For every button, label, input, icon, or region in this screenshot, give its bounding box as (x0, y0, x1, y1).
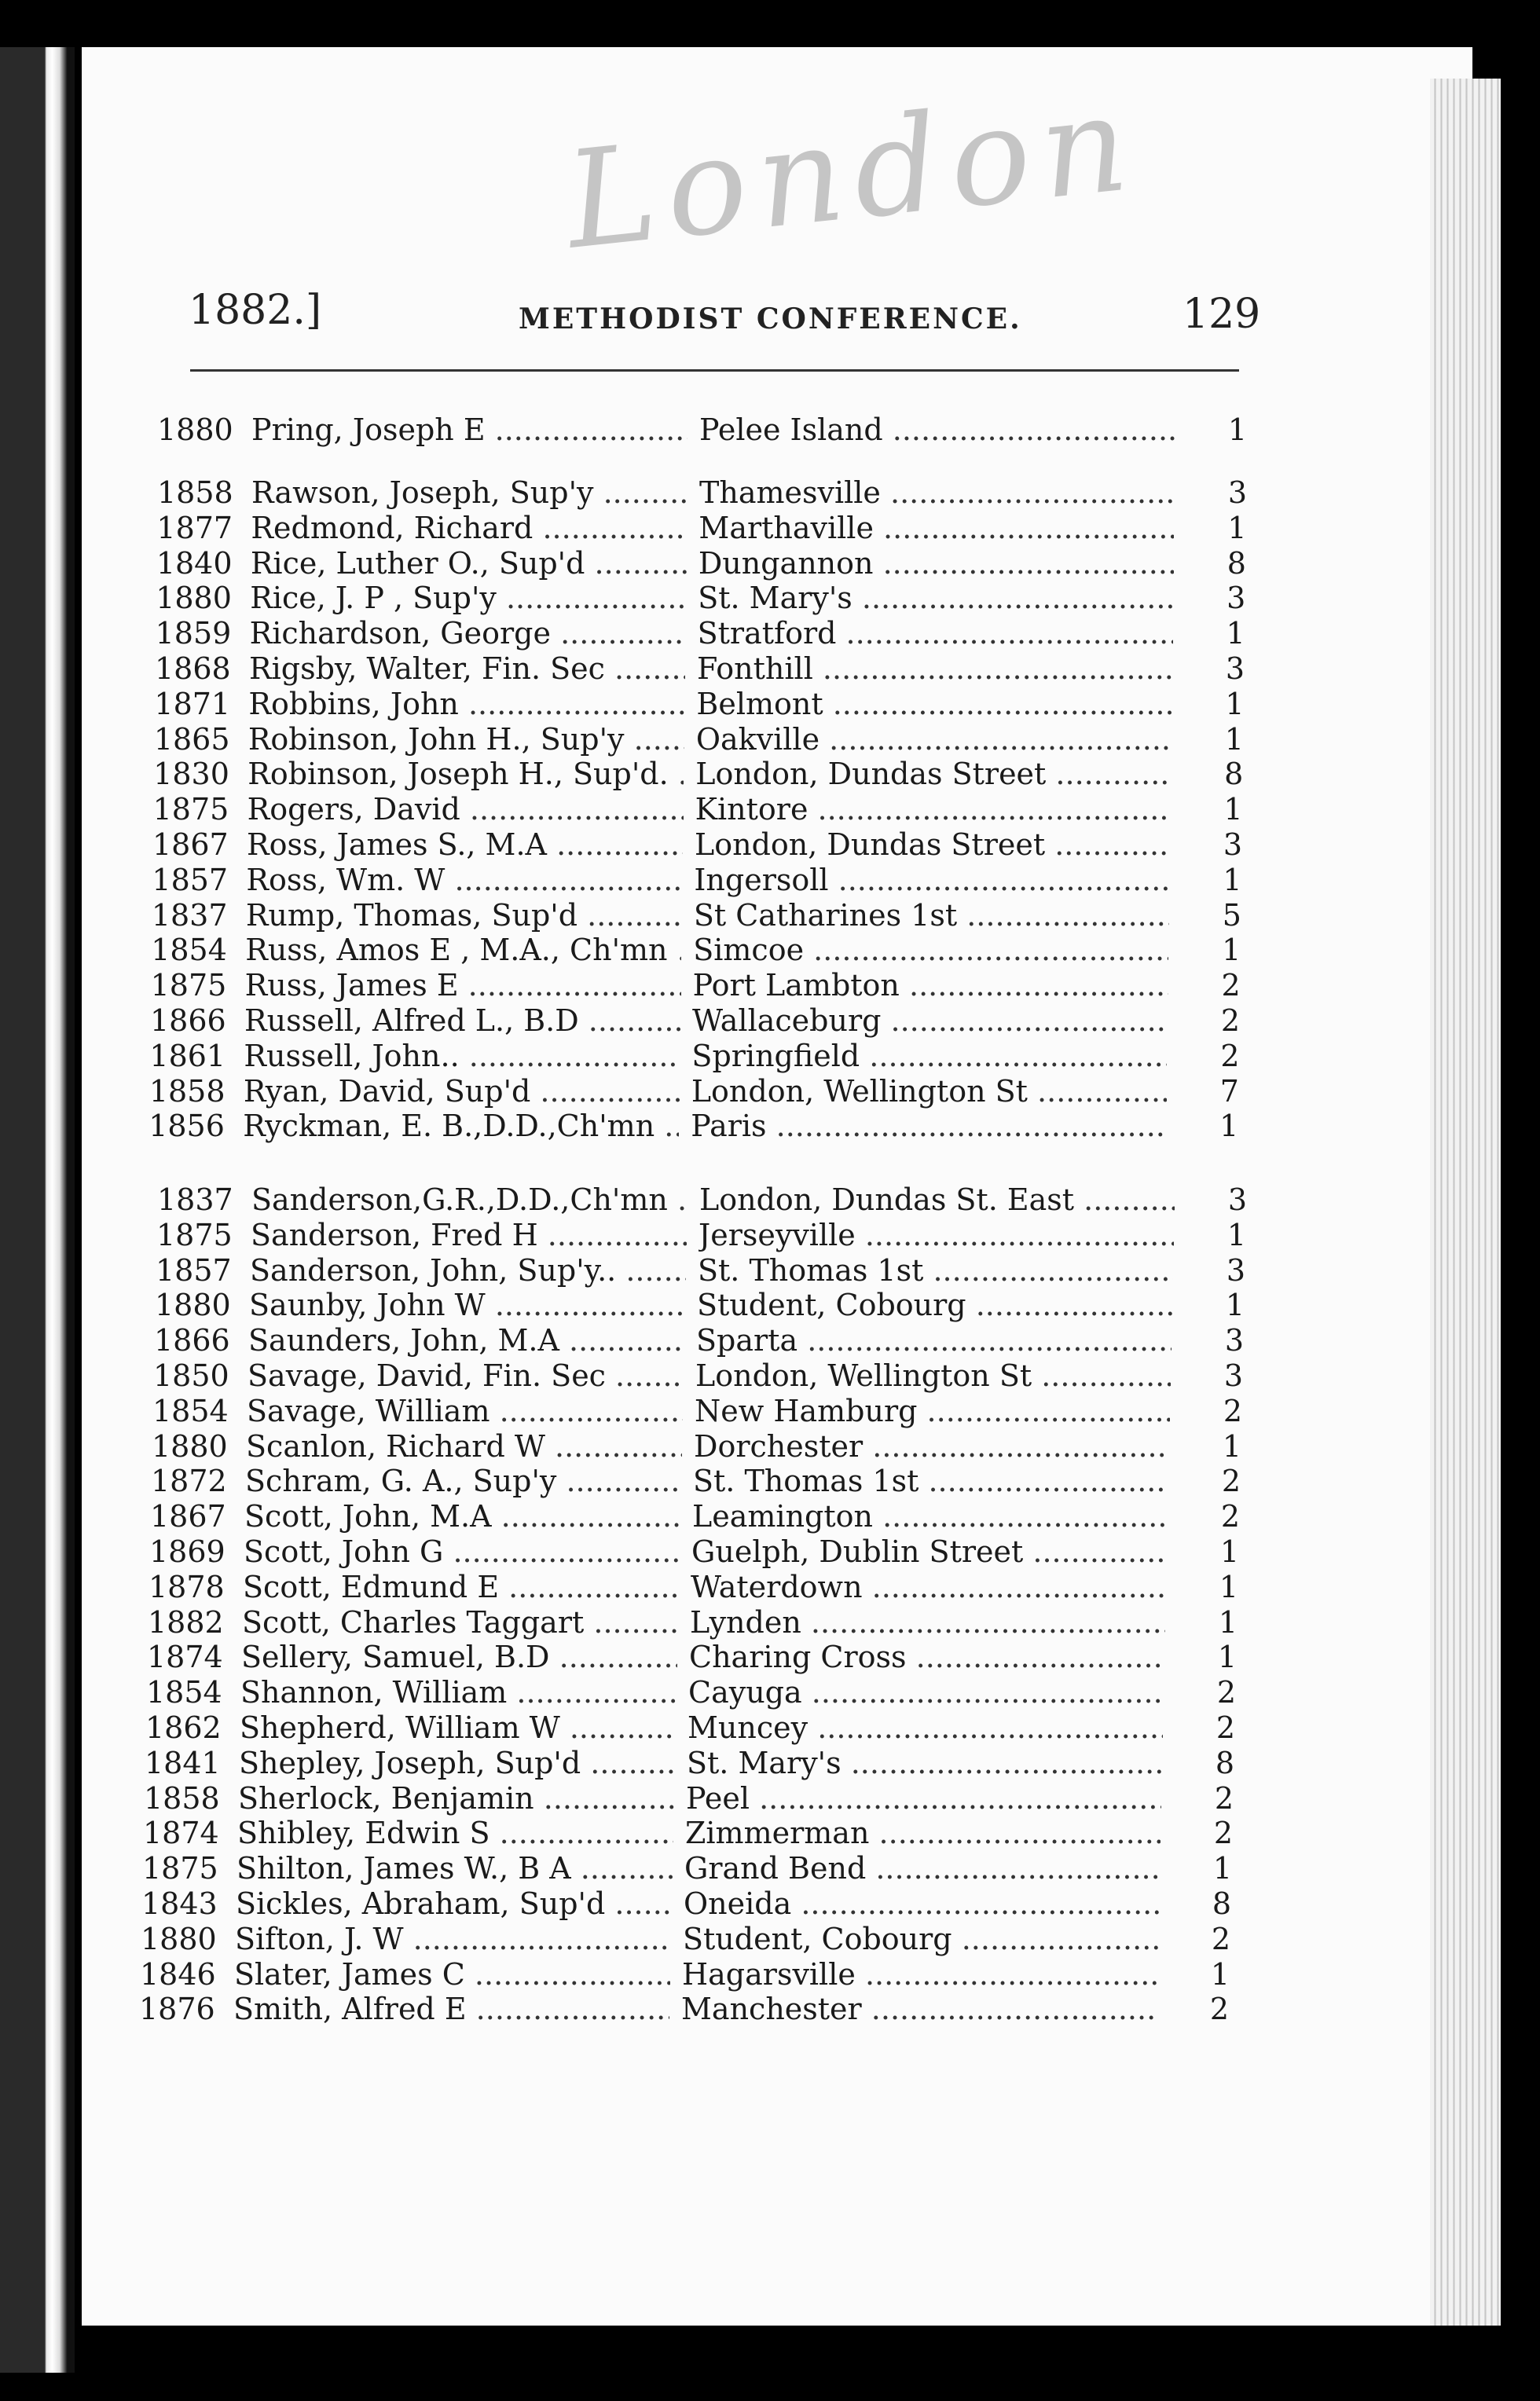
minister-name: Sellery, Samuel, B.D ..... (241, 1640, 677, 1674)
minister-name: Sanderson, John, Sup'y.. ..... (250, 1253, 686, 1288)
header-rule (190, 369, 1239, 372)
minister-name: Sanderson,G.R.,D.D.,Ch'mn ..... (251, 1182, 688, 1217)
station-name: Leamington ..... (692, 1499, 1168, 1534)
book-spine-edge (0, 47, 75, 2373)
entry-year: 1880 (155, 1288, 231, 1323)
entry-year: 1865 (153, 721, 230, 757)
list-item (155, 616, 1245, 651)
minister-name: Scott, John, M.A ..... (244, 1499, 680, 1534)
years-count: 8 (1215, 1745, 1235, 1780)
minister-name: Redmond, Richard ..... (251, 511, 687, 545)
entry-year: 1868 (155, 651, 231, 686)
years-count: 2 (1211, 1921, 1231, 1956)
minister-name: Schram, G. A., Sup'y ..... (245, 1464, 681, 1498)
years-count: 1 (1219, 1534, 1240, 1569)
entry-year: 1830 (153, 757, 229, 792)
minister-name: Rawson, Joseph, Sup'y ..... (251, 475, 688, 510)
years-count: 2 (1223, 1393, 1243, 1428)
entry-year: 1837 (151, 897, 228, 933)
station-name: St. Thomas 1st ..... (693, 1464, 1168, 1498)
station-name: Thamesville ..... (699, 475, 1175, 510)
years-count: 1 (1224, 721, 1244, 757)
years-count: 1 (1226, 616, 1245, 651)
entry-year: 1878 (148, 1569, 225, 1604)
entry-year: 1869 (149, 1534, 226, 1569)
station-name: New Hamburg ..... (695, 1394, 1170, 1428)
entry-year: 1858 (144, 1780, 220, 1816)
list-item (157, 1182, 1248, 1217)
years-count: 2 (1209, 1992, 1230, 2027)
entry-year: 1861 (149, 1038, 226, 1073)
years-count: 1 (1212, 1851, 1233, 1886)
minister-name: Russ, Amos E , M.A., Ch'mn ..... (245, 933, 681, 967)
station-name: Sparta ..... (696, 1323, 1172, 1358)
years-count: 1 (1225, 686, 1245, 721)
minister-name: Rice, J. P , Sup'y ..... (250, 581, 686, 615)
entry-year: 1843 (141, 1886, 218, 1921)
entry-year: 1875 (142, 1851, 218, 1886)
minister-name: Scott, Edmund E ..... (243, 1570, 679, 1604)
station-name: Student, Cobourg ..... (683, 1922, 1158, 1956)
years-count: 3 (1227, 1182, 1248, 1217)
years-count: 5 (1222, 897, 1241, 933)
entry-year: 1874 (147, 1640, 223, 1675)
minister-name: Savage, David, Fin. Sec ..... (248, 1358, 684, 1393)
station-name: Kintore ..... (695, 792, 1171, 827)
years-count: 3 (1226, 581, 1246, 616)
list-item (157, 412, 1248, 447)
list-item (153, 1358, 1244, 1393)
station-name: Oakville ..... (696, 722, 1172, 757)
list-item (156, 581, 1246, 616)
minister-name: Russell, Alfred L., B.D ..... (244, 1003, 680, 1038)
entry-year: 1876 (139, 1992, 215, 2027)
years-count: 2 (1221, 968, 1241, 1003)
entry-year: 1856 (148, 1109, 225, 1144)
years-count: 1 (1210, 1956, 1230, 1992)
station-name: Port Lambton ..... (693, 968, 1168, 1003)
station-name: London, Dundas Street ..... (695, 827, 1170, 862)
list-item (147, 1640, 1238, 1675)
list-item (151, 897, 1241, 933)
years-count: 1 (1225, 1288, 1245, 1323)
list-item (143, 1816, 1234, 1851)
minister-name: Sickles, Abraham, Sup'd ..... (236, 1886, 672, 1921)
station-name: Fonthill ..... (697, 651, 1172, 686)
minister-name: Russell, John.. ..... (244, 1039, 680, 1073)
list-item (150, 968, 1241, 1003)
minister-name: Richardson, George ..... (250, 616, 686, 651)
years-count: 1 (1223, 862, 1242, 897)
list-item (145, 1710, 1236, 1745)
minister-name: Saunby, John W ..... (249, 1288, 685, 1322)
list-item (156, 510, 1247, 545)
station-name: Dorchester ..... (694, 1429, 1169, 1464)
station-name: St. Mary's ..... (687, 1746, 1162, 1780)
station-name: Stratford ..... (698, 616, 1173, 651)
years-count: 2 (1220, 1499, 1241, 1534)
years-count: 2 (1220, 1038, 1240, 1073)
list-item (148, 1569, 1239, 1604)
station-name: Marthaville ..... (698, 511, 1174, 545)
entry-year: 1875 (150, 968, 227, 1003)
entry-year: 1875 (156, 1217, 233, 1252)
minister-name: Shannon, William ..... (240, 1675, 676, 1710)
list-item (155, 1288, 1245, 1323)
entry-year: 1867 (150, 1499, 226, 1534)
station-name: Dungannon ..... (698, 546, 1174, 581)
years-count: 1 (1222, 1428, 1242, 1464)
years-count: 1 (1219, 1569, 1239, 1604)
station-name: Student, Cobourg ..... (697, 1288, 1172, 1322)
minister-name: Savage, William ..... (247, 1394, 683, 1428)
station-name: Wallaceburg ..... (692, 1003, 1168, 1038)
minister-name: Robbins, John ..... (248, 687, 684, 721)
years-count: 3 (1223, 827, 1243, 862)
station-name: London, Wellington St ..... (695, 1358, 1171, 1393)
list-item (139, 1992, 1230, 2027)
years-count: 3 (1223, 1358, 1244, 1393)
years-count: 2 (1216, 1675, 1237, 1710)
entry-year: 1841 (145, 1745, 221, 1780)
list-item (141, 1886, 1232, 1921)
minister-name: Rump, Thomas, Sup'd ..... (246, 898, 682, 933)
list-item (152, 862, 1242, 897)
years-count: 2 (1214, 1780, 1234, 1816)
minister-name: Ryan, David, Sup'd ..... (244, 1074, 680, 1109)
entry-year: 1858 (148, 1073, 226, 1109)
minister-name: Scott, John G ..... (244, 1534, 680, 1569)
entry-year: 1854 (146, 1675, 222, 1710)
minister-name: Shepley, Joseph, Sup'd ..... (239, 1746, 675, 1780)
station-name: Charing Cross ..... (689, 1640, 1164, 1674)
station-name: London, Wellington St ..... (691, 1074, 1167, 1109)
minister-name: Sherlock, Benjamin ..... (238, 1781, 674, 1816)
minister-name: Robinson, Joseph H., Sup'd. ..... (248, 757, 684, 791)
list-item (152, 1428, 1242, 1464)
minister-name: Rogers, David ..... (248, 792, 684, 827)
list-item (151, 1464, 1241, 1499)
entry-year: 1859 (155, 616, 232, 651)
years-count: 2 (1220, 1003, 1241, 1038)
years-count: 1 (1218, 1604, 1238, 1640)
years-count: 1 (1227, 510, 1247, 545)
minister-name: Ross, James S., M.A ..... (247, 827, 683, 862)
minister-name: Ross, Wm. W ..... (246, 863, 682, 897)
entry-year: 1846 (140, 1956, 216, 1992)
header-year: 1882.] (189, 287, 322, 334)
station-name: Simcoe ..... (693, 933, 1168, 967)
station-name: Ingersoll ..... (694, 863, 1169, 897)
station-name: Springfield ..... (691, 1039, 1167, 1073)
station-name: Hagarsville ..... (682, 1957, 1157, 1992)
minister-name: Scott, Charles Taggart ..... (242, 1605, 678, 1640)
entry-year: 1854 (151, 933, 227, 968)
entry-year: 1858 (157, 475, 233, 510)
list-item (140, 1956, 1230, 1992)
years-count: 1 (1227, 412, 1248, 447)
minister-name: Slater, James C ..... (234, 1957, 670, 1992)
list-item (153, 721, 1244, 757)
station-name: Peel ..... (686, 1781, 1161, 1816)
list-item (145, 1745, 1235, 1780)
list-item (156, 1217, 1247, 1252)
years-count: 3 (1226, 1252, 1246, 1288)
list-item (152, 1393, 1243, 1428)
minister-name: Ryckman, E. B.,D.D.,Ch'mn ..... (243, 1109, 679, 1143)
years-count: 1 (1226, 1217, 1247, 1252)
entry-year: 1866 (150, 1003, 226, 1038)
minister-name: Smith, Alfred E ..... (233, 1992, 669, 2026)
station-name: London, Dundas St. East ..... (699, 1182, 1175, 1217)
years-count: 1 (1223, 792, 1243, 827)
entry-year: 1880 (156, 581, 232, 616)
list-item (156, 545, 1246, 581)
entry-year: 1871 (154, 686, 231, 721)
list-item (152, 827, 1243, 862)
years-count: 8 (1212, 1886, 1232, 1921)
entry-year: 1857 (156, 1252, 232, 1288)
station-name: Manchester ..... (681, 1992, 1157, 2026)
minister-name: Saunders, John, M.A ..... (248, 1323, 684, 1358)
station-name: St. Thomas 1st ..... (698, 1253, 1173, 1288)
years-count: 3 (1225, 651, 1245, 686)
entry-year: 1840 (156, 545, 233, 581)
list-item (157, 475, 1248, 510)
station-name: Waterdown ..... (691, 1570, 1166, 1604)
years-count: 3 (1227, 475, 1248, 510)
station-name: Grand Bend ..... (684, 1851, 1160, 1886)
entry-year: 1880 (157, 412, 233, 447)
years-count: 8 (1224, 757, 1244, 792)
minister-name: Shepherd, William W ..... (240, 1710, 676, 1745)
running-head (189, 287, 1261, 350)
minister-name: Robinson, John H., Sup'y ..... (248, 722, 684, 757)
entry-year: 1880 (152, 1428, 228, 1464)
minister-name: Shilton, James W., B A ..... (236, 1851, 673, 1886)
station-name: Zimmerman ..... (685, 1816, 1160, 1850)
list-item (152, 792, 1243, 827)
list-item (150, 1499, 1241, 1534)
entry-year: 1862 (145, 1710, 222, 1745)
list-item (153, 757, 1244, 792)
years-count: 1 (1219, 1109, 1239, 1144)
entry-year: 1867 (152, 827, 229, 862)
years-count: 8 (1226, 545, 1246, 581)
list-item (146, 1675, 1237, 1710)
list-item (156, 1252, 1246, 1288)
station-name: London, Dundas Street ..... (695, 757, 1171, 791)
entry-year: 1877 (156, 510, 233, 545)
list-item (149, 1038, 1240, 1073)
station-name: Muncey ..... (688, 1710, 1163, 1745)
entry-year: 1875 (152, 792, 229, 827)
entry-year: 1837 (157, 1182, 233, 1217)
station-name: Cayuga ..... (688, 1675, 1164, 1710)
station-name: Oneida ..... (684, 1886, 1159, 1921)
minister-name: Russ, James E ..... (245, 968, 681, 1003)
station-name: Guelph, Dublin Street ..... (691, 1534, 1167, 1569)
list-item (148, 1109, 1239, 1144)
list-item (141, 1921, 1231, 1956)
entry-year: 1872 (151, 1464, 227, 1499)
station-name: Belmont ..... (696, 687, 1172, 721)
list-item (154, 1323, 1245, 1358)
list-item (151, 933, 1241, 968)
list-item (148, 1073, 1239, 1109)
handwritten-annotation: London (559, 64, 1146, 280)
years-count: 2 (1221, 1464, 1241, 1499)
list-item (155, 651, 1245, 686)
minister-name: Scanlon, Richard W ..... (246, 1429, 682, 1464)
station-name: St Catharines 1st ..... (694, 898, 1169, 933)
minister-name: Rigsby, Walter, Fin. Sec ..... (249, 651, 685, 686)
minister-name: Pring, Joseph E ..... (251, 412, 688, 447)
list-item (148, 1604, 1238, 1640)
minister-name: Sifton, J. W ..... (235, 1922, 671, 1956)
entry-year: 1850 (153, 1358, 229, 1393)
page-stack-edge (1430, 79, 1501, 2326)
page-title: METHODIST CONFERENCE. (519, 302, 1022, 335)
station-name: Lynden ..... (690, 1605, 1165, 1640)
entry-year: 1882 (148, 1604, 224, 1640)
list-item (149, 1534, 1240, 1569)
page-number: 129 (1182, 291, 1261, 338)
entry-year: 1874 (143, 1816, 219, 1851)
years-count: 2 (1213, 1816, 1234, 1851)
entry-year: 1854 (152, 1393, 229, 1428)
years-count: 7 (1219, 1073, 1239, 1109)
years-count: 2 (1216, 1710, 1236, 1745)
entry-year: 1866 (154, 1323, 230, 1358)
list-item (144, 1780, 1234, 1816)
station-name: Pelee Island ..... (699, 412, 1175, 447)
years-count: 1 (1222, 933, 1241, 968)
entry-year: 1880 (141, 1921, 217, 1956)
list-item (150, 1003, 1241, 1038)
list-item (142, 1851, 1233, 1886)
entry-year: 1857 (152, 862, 229, 897)
years-count: 1 (1217, 1640, 1238, 1675)
minister-name: Sanderson, Fred H ..... (251, 1218, 687, 1252)
station-name: St. Mary's ..... (698, 581, 1173, 615)
list-item (154, 686, 1245, 721)
station-name: Jerseyville ..... (698, 1218, 1174, 1252)
minister-name: Rice, Luther O., Sup'd ..... (251, 546, 687, 581)
station-name: Paris ..... (691, 1109, 1166, 1143)
minister-name: Shibley, Edwin S ..... (237, 1816, 673, 1850)
years-count: 3 (1224, 1323, 1245, 1358)
